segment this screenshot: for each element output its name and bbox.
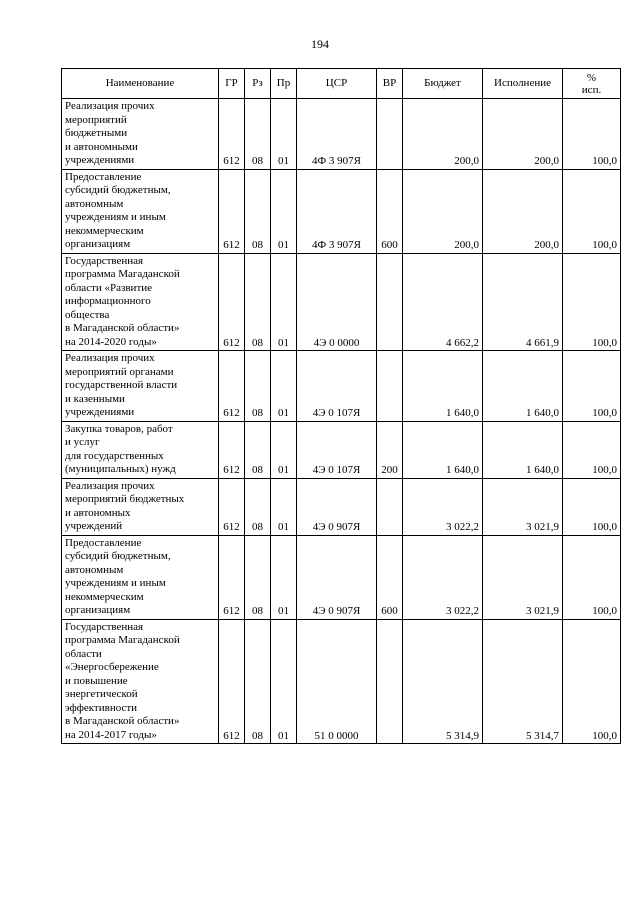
row-execution: 5 314,7 bbox=[483, 619, 563, 744]
row-name: Государственная программа Магаданской области «Энергосбережение и повышение энергетической эффективности в Магаданской области» на 2014-2017 годы» bbox=[65, 620, 180, 741]
row-percent: 100,0 bbox=[563, 421, 621, 478]
header-name: Наименование bbox=[62, 69, 219, 99]
row-rz: 08 bbox=[245, 619, 271, 744]
budget-table bbox=[61, 68, 621, 744]
row-execution: 1 640,0 bbox=[483, 351, 563, 422]
header-percent-label: % исп. bbox=[581, 71, 602, 96]
header-execution: Исполнение bbox=[483, 69, 563, 99]
row-name-cell bbox=[62, 478, 219, 535]
row-csr: 51 0 0000 bbox=[297, 619, 377, 744]
row-gr: 612 bbox=[219, 253, 245, 351]
row-execution: 1 640,0 bbox=[483, 421, 563, 478]
row-pr: 01 bbox=[271, 169, 297, 253]
row-vr: 200 bbox=[377, 421, 403, 478]
row-gr: 612 bbox=[219, 421, 245, 478]
row-name-cell bbox=[62, 535, 219, 619]
header-vr: ВР bbox=[377, 69, 403, 99]
row-gr: 612 bbox=[219, 619, 245, 744]
row-percent: 100,0 bbox=[563, 535, 621, 619]
table-row bbox=[62, 478, 621, 535]
row-name: Реализация прочих мероприятий органами государственной власти и казенными учреждениями bbox=[65, 352, 178, 418]
row-percent: 100,0 bbox=[563, 478, 621, 535]
row-csr: 4Э 0 107Я bbox=[297, 351, 377, 422]
row-name: Предоставление субсидий бюджетным, автономным учреждениям и иным некоммерческим организациям bbox=[65, 170, 171, 250]
row-rz: 08 bbox=[245, 169, 271, 253]
row-name-cell bbox=[62, 619, 219, 744]
row-budget: 200,0 bbox=[403, 169, 483, 253]
row-pr: 01 bbox=[271, 478, 297, 535]
row-rz: 08 bbox=[245, 421, 271, 478]
row-budget: 5 314,9 bbox=[403, 619, 483, 744]
row-execution: 200,0 bbox=[483, 99, 563, 170]
row-rz: 08 bbox=[245, 253, 271, 351]
row-rz: 08 bbox=[245, 351, 271, 422]
table-row bbox=[62, 253, 621, 351]
row-budget: 3 022,2 bbox=[403, 535, 483, 619]
row-vr: 600 bbox=[377, 535, 403, 619]
row-execution: 4 661,9 bbox=[483, 253, 563, 351]
row-vr bbox=[377, 351, 403, 422]
row-percent: 100,0 bbox=[563, 253, 621, 351]
row-csr: 4Ф 3 907Я bbox=[297, 169, 377, 253]
row-csr: 4Э 0 0000 bbox=[297, 253, 377, 351]
row-name-cell bbox=[62, 169, 219, 253]
header-percent bbox=[563, 69, 621, 99]
row-pr: 01 bbox=[271, 253, 297, 351]
row-budget: 3 022,2 bbox=[403, 478, 483, 535]
table-row bbox=[62, 421, 621, 478]
header-pr: Пр bbox=[271, 69, 297, 99]
header-rz: Рз bbox=[245, 69, 271, 99]
row-pr: 01 bbox=[271, 421, 297, 478]
row-percent: 100,0 bbox=[563, 169, 621, 253]
table-row bbox=[62, 351, 621, 422]
row-csr: 4Э 0 907Я bbox=[297, 478, 377, 535]
row-vr: 600 bbox=[377, 169, 403, 253]
row-name-cell bbox=[62, 421, 219, 478]
table-row bbox=[62, 99, 621, 170]
row-gr: 612 bbox=[219, 478, 245, 535]
table-row bbox=[62, 169, 621, 253]
row-gr: 612 bbox=[219, 99, 245, 170]
row-gr: 612 bbox=[219, 169, 245, 253]
row-vr bbox=[377, 478, 403, 535]
row-gr: 612 bbox=[219, 351, 245, 422]
row-rz: 08 bbox=[245, 478, 271, 535]
header-budget: Бюджет bbox=[403, 69, 483, 99]
row-percent: 100,0 bbox=[563, 619, 621, 744]
row-csr: 4Э 0 907Я bbox=[297, 535, 377, 619]
row-name-cell bbox=[62, 253, 219, 351]
header-gr: ГР bbox=[219, 69, 245, 99]
table-row bbox=[62, 619, 621, 744]
header-csr: ЦСР bbox=[297, 69, 377, 99]
row-name: Государственная программа Магаданской области «Развитие информационного общества в Магаданской области» на 2014-2020 годы» bbox=[65, 254, 180, 348]
row-budget: 1 640,0 bbox=[403, 351, 483, 422]
row-rz: 08 bbox=[245, 99, 271, 170]
row-percent: 100,0 bbox=[563, 351, 621, 422]
row-name: Реализация прочих мероприятий бюджетных и автономных учреждений bbox=[65, 479, 185, 532]
row-pr: 01 bbox=[271, 535, 297, 619]
row-gr: 612 bbox=[219, 535, 245, 619]
row-execution: 200,0 bbox=[483, 169, 563, 253]
row-rz: 08 bbox=[245, 535, 271, 619]
row-name-cell bbox=[62, 99, 219, 170]
row-name: Предоставление субсидий бюджетным, автономным учреждениям и иным некоммерческим организациям bbox=[65, 536, 171, 616]
row-name: Закупка товаров, работ и услуг для государственных (муниципальных) нужд bbox=[65, 422, 176, 475]
table-row bbox=[62, 535, 621, 619]
row-execution: 3 021,9 bbox=[483, 478, 563, 535]
row-pr: 01 bbox=[271, 351, 297, 422]
row-execution: 3 021,9 bbox=[483, 535, 563, 619]
row-budget: 1 640,0 bbox=[403, 421, 483, 478]
row-csr: 4Э 0 107Я bbox=[297, 421, 377, 478]
row-name: Реализация прочих мероприятий бюджетными и автономными учреждениями bbox=[65, 100, 155, 166]
row-budget: 4 662,2 bbox=[403, 253, 483, 351]
page-number: 194 bbox=[311, 37, 329, 51]
row-vr bbox=[377, 253, 403, 351]
row-percent: 100,0 bbox=[563, 99, 621, 170]
row-pr: 01 bbox=[271, 619, 297, 744]
table-header-row bbox=[62, 69, 621, 99]
row-vr bbox=[377, 619, 403, 744]
row-csr: 4Ф 3 907Я bbox=[297, 99, 377, 170]
row-budget: 200,0 bbox=[403, 99, 483, 170]
row-vr bbox=[377, 99, 403, 170]
row-pr: 01 bbox=[271, 99, 297, 170]
row-name-cell bbox=[62, 351, 219, 422]
